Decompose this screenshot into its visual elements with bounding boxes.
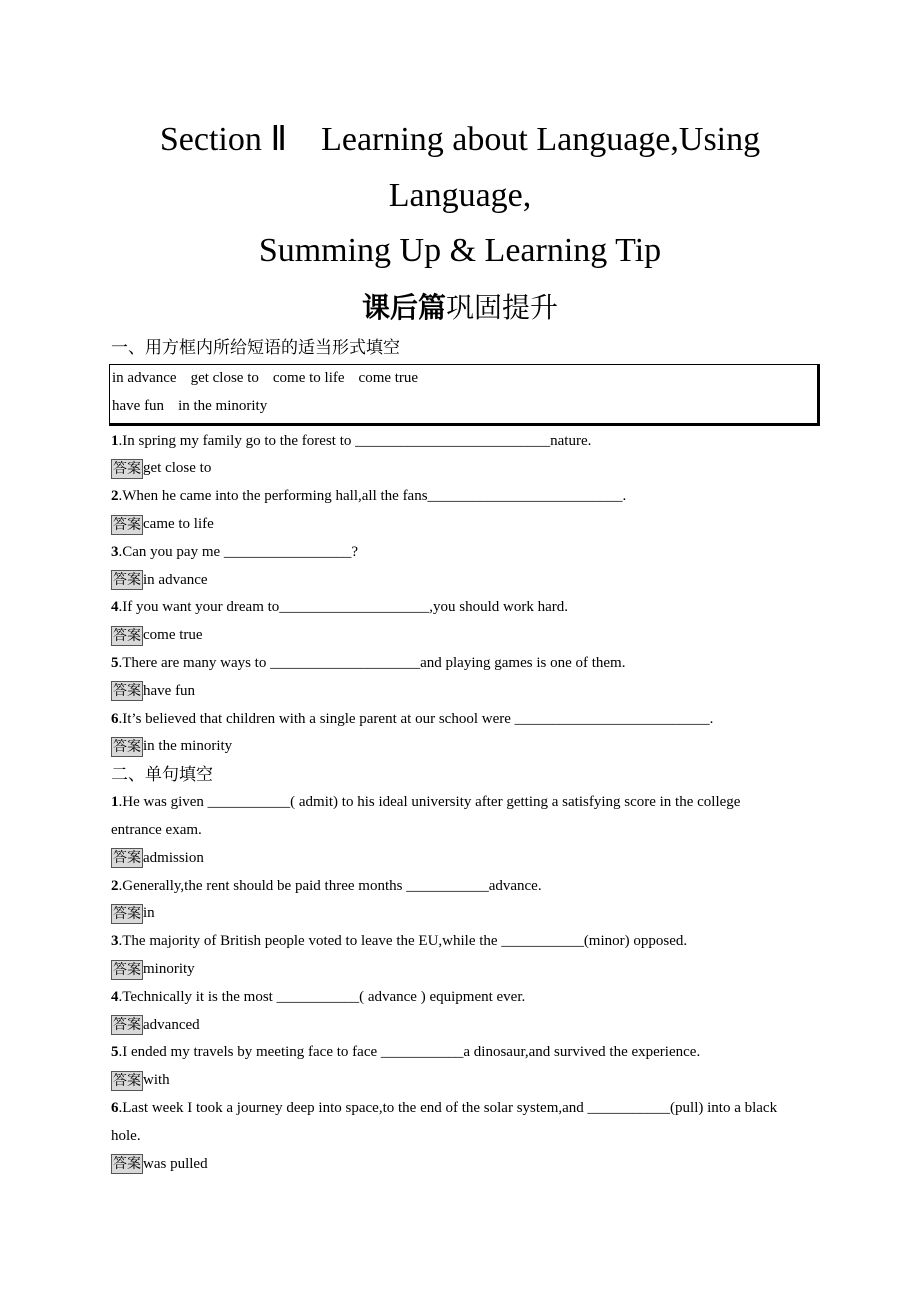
question-text: .Technically it is the most ___________( advance ) equipment ever. bbox=[118, 988, 526, 1005]
part2-heading: 二、单句填空 bbox=[111, 765, 213, 786]
answer-text: minority bbox=[143, 960, 195, 977]
question-number: 6 bbox=[111, 710, 119, 727]
subtitle-normal: 巩固提升 bbox=[446, 291, 559, 324]
question-text: .Generally,the rent should be paid three months ___________advance. bbox=[118, 877, 542, 894]
answer-text: admission bbox=[143, 849, 204, 866]
question-item bbox=[111, 873, 791, 901]
question-number: 5 bbox=[111, 654, 119, 671]
question-text: .There are many ways to ____________________and playing games is one of them. bbox=[118, 654, 626, 671]
title-line-2: Language, bbox=[388, 176, 532, 214]
answer-badge: 答案 bbox=[113, 572, 141, 589]
question-number: 1 bbox=[111, 432, 119, 449]
part1-heading: 一、用方框内所给短语的适当形式填空 bbox=[111, 338, 400, 358]
question-text: .The majority of British people voted to leave the EU,while the ___________(minor) opposed. bbox=[118, 933, 688, 950]
question-number: 2 bbox=[111, 488, 119, 505]
phrase-row-2 bbox=[112, 393, 817, 421]
answer-text: was pulled bbox=[143, 1155, 208, 1172]
question-text: .It’s believed that children with a single parent at our school were __________________________. bbox=[118, 710, 714, 727]
subtitle bbox=[0, 286, 920, 326]
answer-text: come true bbox=[143, 627, 203, 644]
answer-text: with bbox=[143, 1072, 170, 1089]
question-text: .If you want your dream to____________________,you should work hard. bbox=[118, 599, 569, 616]
answer-text: came to life bbox=[143, 515, 214, 532]
document-title bbox=[0, 112, 920, 279]
answer-text: get close to bbox=[143, 460, 212, 477]
answer-text: have fun bbox=[143, 682, 196, 699]
question-text: .He was given ___________( admit) to his ideal university after getting a satisfying score in the college entrance exam. bbox=[111, 794, 741, 838]
answer-row bbox=[111, 511, 791, 539]
phrase: in the minority bbox=[178, 397, 268, 414]
answer-badge: 答案 bbox=[113, 961, 141, 978]
answer-badge: 答案 bbox=[113, 1072, 141, 1089]
question-item bbox=[111, 1039, 791, 1067]
question-item bbox=[111, 650, 791, 678]
phrase: have fun bbox=[112, 397, 165, 414]
question-item bbox=[111, 483, 791, 511]
question-number: 3 bbox=[111, 543, 119, 560]
answer-text: in the minority bbox=[143, 738, 233, 755]
question-item bbox=[111, 1095, 791, 1151]
question-number: 6 bbox=[111, 1099, 119, 1116]
answer-badge: 答案 bbox=[113, 516, 141, 533]
question-item bbox=[111, 706, 791, 734]
answer-text: advanced bbox=[143, 1016, 200, 1033]
question-item bbox=[111, 928, 791, 956]
question-item bbox=[111, 428, 791, 456]
content bbox=[111, 334, 791, 1178]
question-item bbox=[111, 789, 791, 845]
part2-items bbox=[111, 789, 791, 1178]
phrase: come true bbox=[358, 370, 419, 386]
question-number: 2 bbox=[111, 877, 119, 894]
answer-text: in advance bbox=[143, 571, 208, 588]
phrase-row-1 bbox=[112, 365, 817, 393]
answer-row bbox=[111, 1067, 791, 1095]
answer-row bbox=[111, 455, 791, 483]
question-number: 4 bbox=[111, 599, 119, 616]
answer-row bbox=[111, 622, 791, 650]
question-number: 3 bbox=[111, 933, 119, 950]
question-item bbox=[111, 984, 791, 1012]
answer-row bbox=[111, 678, 791, 706]
answer-badge: 答案 bbox=[113, 850, 141, 867]
answer-row bbox=[111, 1012, 791, 1040]
question-number: 1 bbox=[111, 794, 119, 811]
question-item bbox=[111, 594, 791, 622]
subtitle-bold: 课后篇 bbox=[361, 291, 446, 324]
question-text: .Last week I took a journey deep into space,to the end of the solar system,and ___________(pull) into a black hole. bbox=[111, 1099, 778, 1144]
answer-badge: 答案 bbox=[113, 738, 141, 755]
question-number: 5 bbox=[111, 1044, 119, 1061]
question-text: .Can you pay me _________________? bbox=[118, 543, 359, 560]
answer-badge: 答案 bbox=[113, 683, 141, 700]
question-text: .I ended my travels by meeting face to face ___________a dinosaur,and survived the experience. bbox=[118, 1044, 701, 1061]
phrase-box bbox=[109, 364, 820, 426]
answer-badge: 答案 bbox=[113, 460, 141, 477]
title-line-1: Section Ⅱ Learning about Language,Using bbox=[159, 121, 761, 158]
question-text: .In spring my family go to the forest to __________________________nature. bbox=[118, 432, 592, 449]
answer-badge: 答案 bbox=[113, 905, 141, 922]
answer-row bbox=[111, 733, 791, 761]
answer-row bbox=[111, 900, 791, 928]
answer-text: in bbox=[143, 905, 155, 922]
answer-row bbox=[111, 956, 791, 984]
answer-row bbox=[111, 567, 791, 595]
phrase: get close to bbox=[190, 370, 259, 386]
phrase: in advance bbox=[112, 370, 177, 386]
question-number: 4 bbox=[111, 988, 119, 1005]
phrase: come to life bbox=[272, 370, 345, 386]
answer-badge: 答案 bbox=[113, 1156, 141, 1173]
answer-row bbox=[111, 845, 791, 873]
answer-badge: 答案 bbox=[113, 627, 141, 644]
part1-items bbox=[111, 428, 791, 762]
title-line-3: Summing Up & Learning Tip bbox=[258, 232, 662, 269]
answer-row bbox=[111, 1151, 791, 1179]
question-text: .When he came into the performing hall,all the fans__________________________. bbox=[118, 488, 627, 505]
answer-badge: 答案 bbox=[113, 1017, 141, 1034]
question-item bbox=[111, 539, 791, 567]
